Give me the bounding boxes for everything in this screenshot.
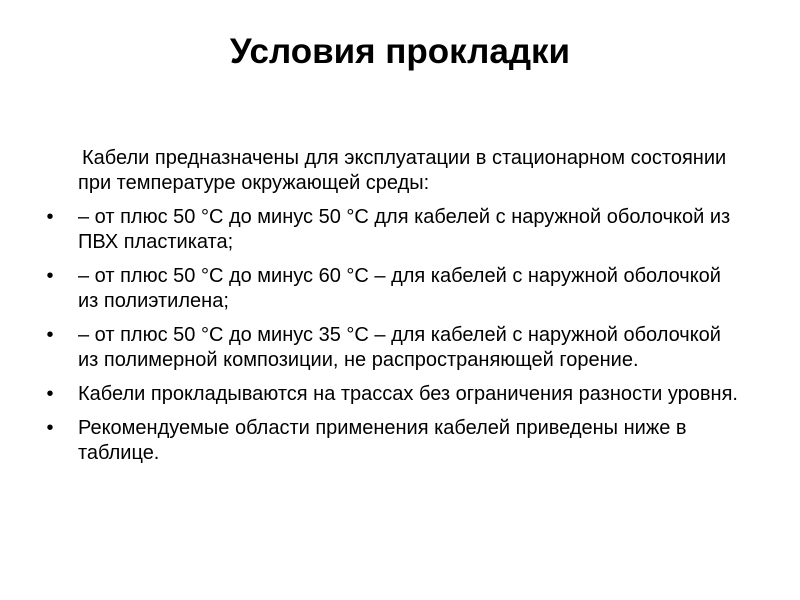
list-item-text: – от плюс 50 °С до минус 60 °С – для кабелей с наружной оболочкой из полиэтилена; — [78, 265, 721, 312]
list-item — [0, 264, 738, 314]
bullet-icon — [44, 416, 56, 441]
bullet-icon — [44, 382, 56, 407]
list-item-text: Рекомендуемые области применения кабелей приведены ниже в таблице. — [78, 417, 687, 464]
list-item-text: Кабели прокладываются на трассах без ограничения разности уровня. — [78, 383, 738, 405]
list-item — [0, 205, 738, 255]
list-item — [0, 323, 738, 373]
bullet-icon — [44, 264, 56, 289]
list-item-text: – от плюс 50 °С до минус 50 °С для кабелей с наружной оболочкой из ПВХ пластиката; — [78, 206, 731, 253]
list-item — [0, 382, 738, 407]
bullet-icon — [44, 205, 56, 230]
intro-paragraph: Кабели предназначены для эксплуатации в стационарном состоянии при температуре окружающей среды: — [78, 147, 727, 194]
slide-body — [0, 146, 800, 475]
bullet-icon — [44, 323, 56, 348]
list-item — [0, 416, 738, 466]
slide-title: Условия прокладки — [229, 32, 571, 71]
list-item-text: – от плюс 50 °С до минус 35 °С – для кабелей с наружной оболочкой из полимерной композиции, не распространяющей горение. — [78, 324, 721, 371]
